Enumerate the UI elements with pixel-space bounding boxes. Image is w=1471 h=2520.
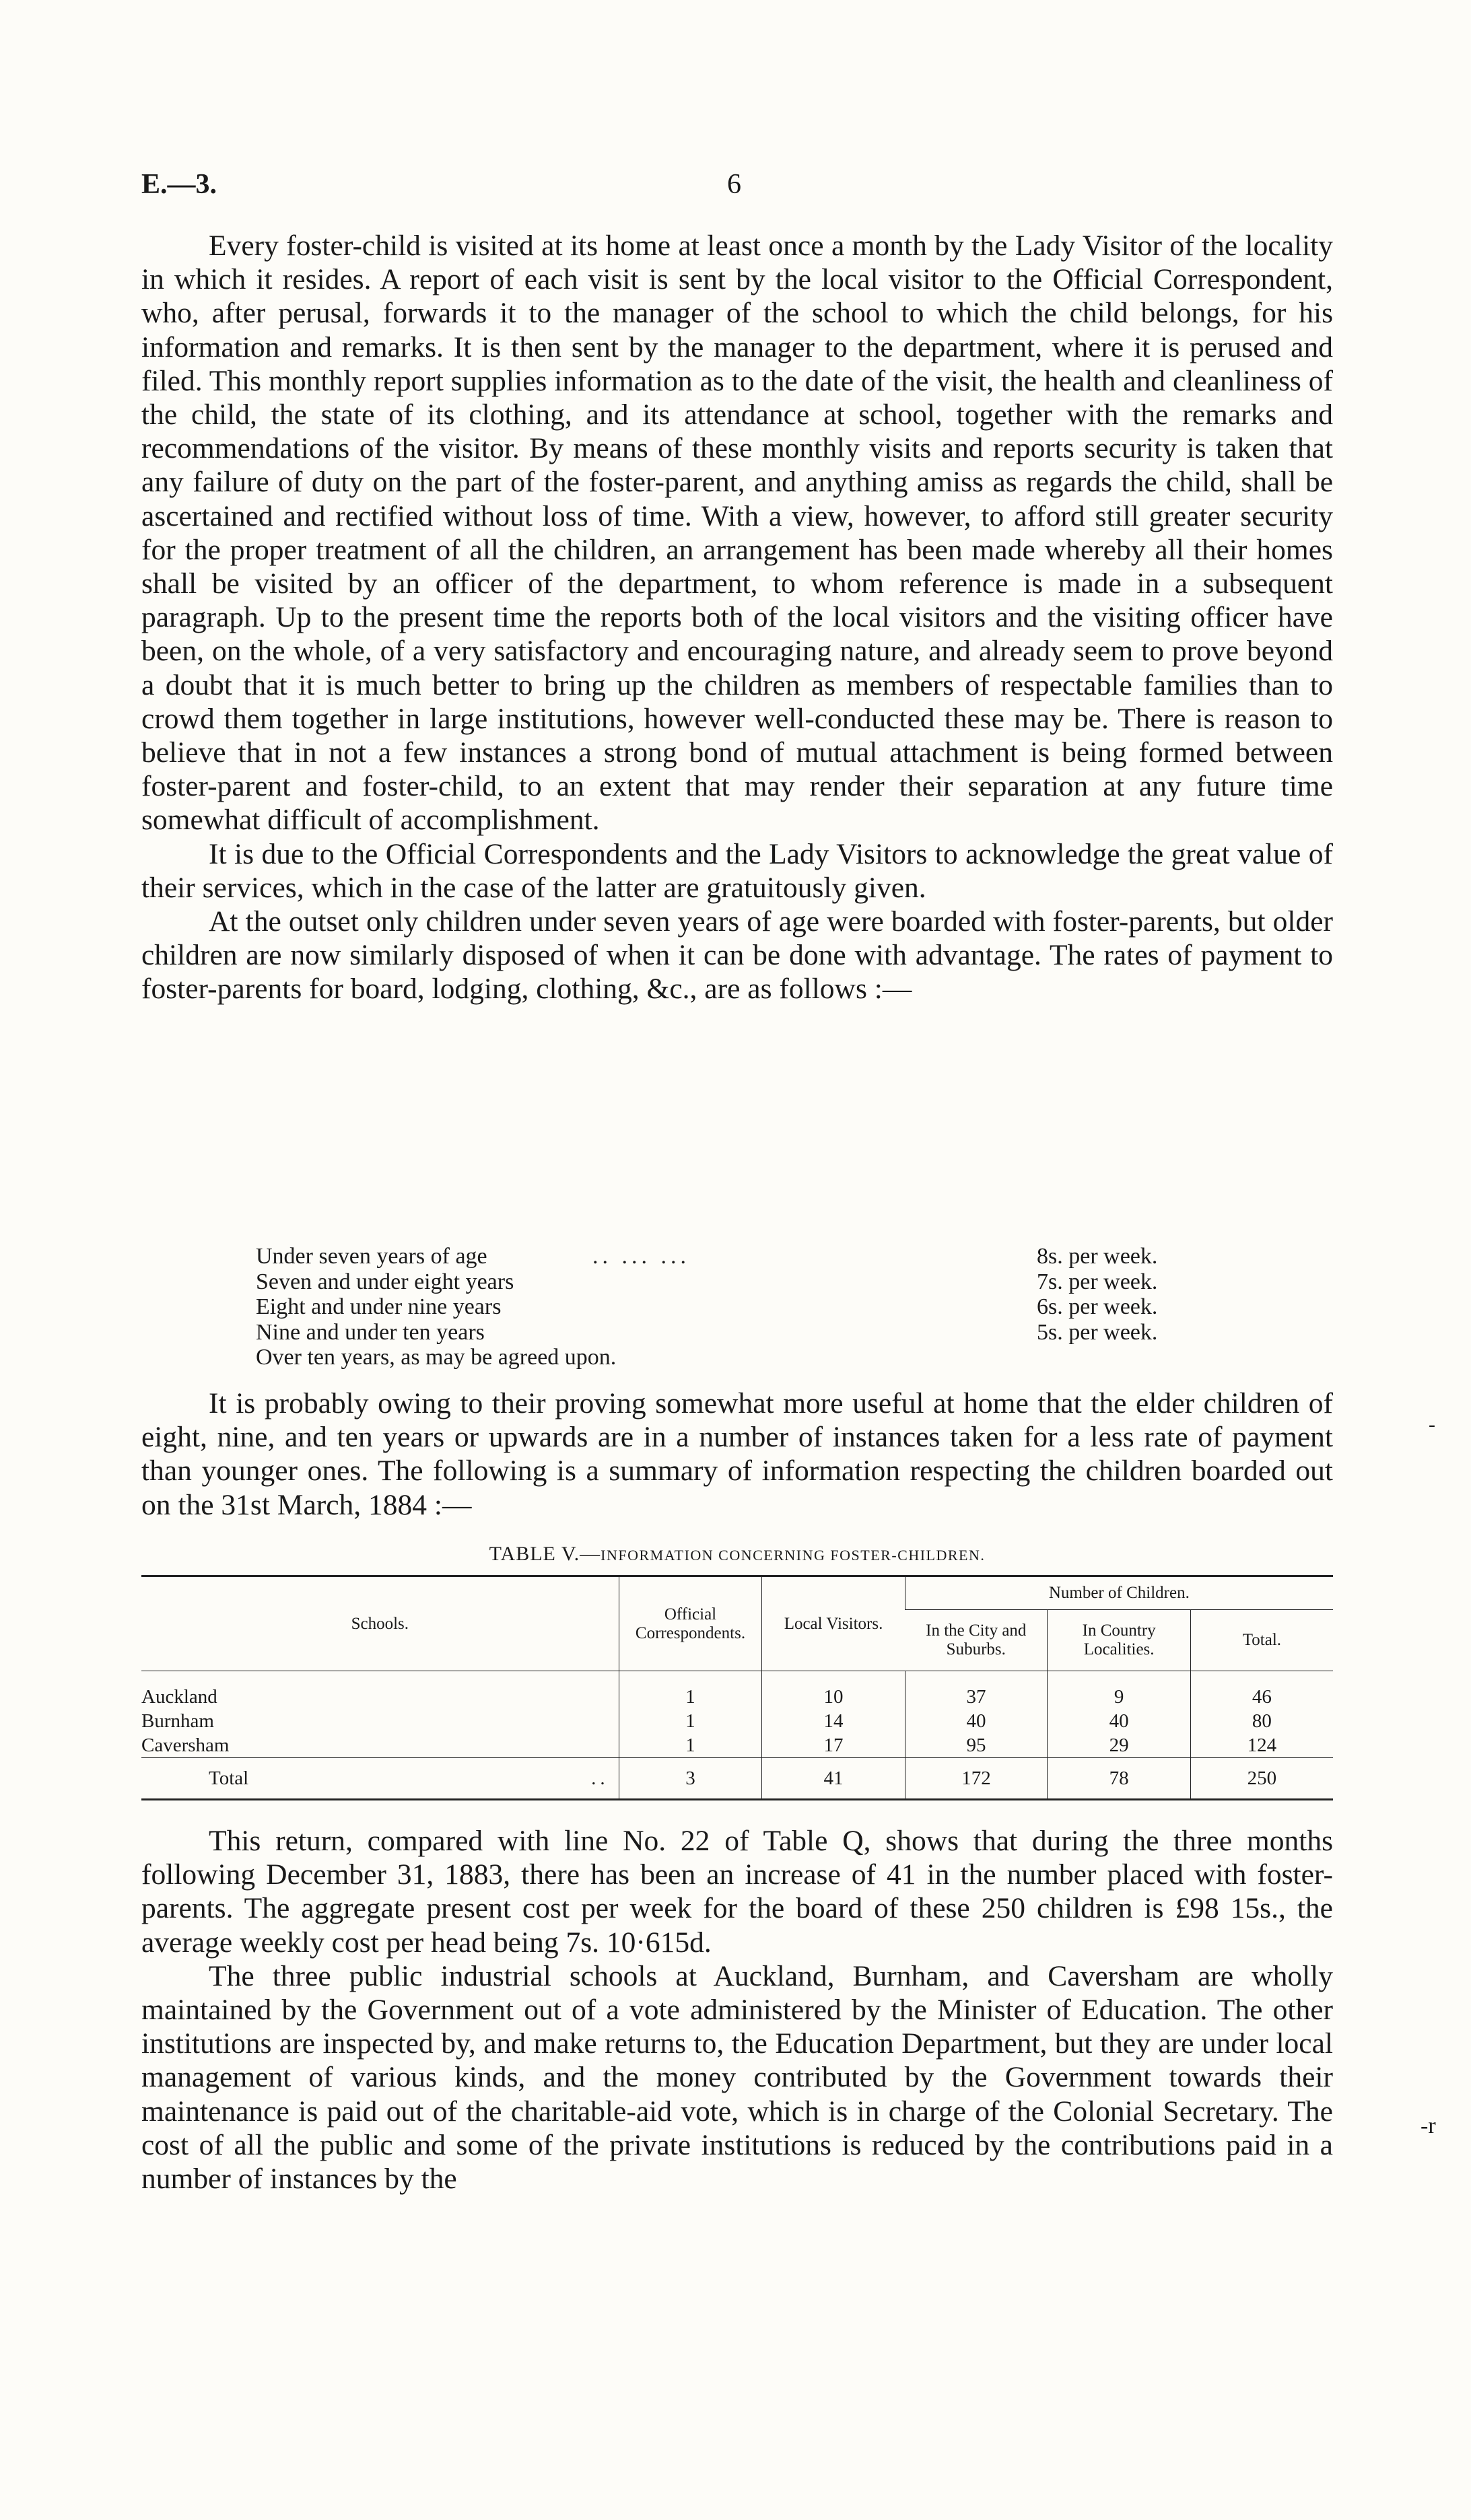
table-caption-title: INFORMATION CONCERNING FOSTER-CHILDREN. [601,1547,986,1564]
rate-row [256,1244,1225,1269]
rate-row [256,1269,1225,1295]
cell-local: 17 [762,1733,905,1758]
page-header [141,168,1333,209]
total-leader-dots: .. [591,1768,609,1789]
rate-amount: 8s. per week. [1037,1244,1158,1269]
cell-school: Auckland [141,1671,619,1710]
margin-mark: -r [1421,2113,1436,2138]
paragraph: This return, compared with line No. 22 of Table Q, shows that during the three months following December 31, 1883, there has been an increase of 41 in the number placed with foster-parents. The aggregate present cost per week for the board of these 250 children is £98 15s., the average weekly cost per head being 7s. 10·615d. [141,1825,1333,1959]
rate-amount: 7s. per week. [1037,1269,1158,1294]
margin-mark: - [1429,1413,1435,1436]
cell-city: 40 [905,1709,1048,1733]
header-city-suburbs: In the City and Suburbs. [905,1610,1048,1671]
cell-country: 40 [1048,1709,1190,1733]
cell-total: 46 [1190,1671,1333,1710]
cell-school: Caversham [141,1735,230,1756]
rate-amount: 5s. per week. [1037,1319,1158,1345]
header-local-visitors: Local Visitors. [762,1576,905,1671]
header-total: Total. [1190,1610,1333,1671]
cell-local: 41 [762,1758,905,1800]
cell-official: 1 [619,1733,762,1758]
table-total-row [141,1758,1333,1800]
paragraph: Every foster-child is visited at its home at least once a month by the Lady Visitor of the locality in which it resides. A report of each visit is sent by the local visitor to the Official Correspondent, who, after perusal, forwards it to the manager of the school to which the child belongs, for his information and remarks. It is then sent by the manager to the department, where it is perused and filed. This monthly report supplies information as to the date of the visit, the health and cleanliness of the child, the state of its clothing, and its attendance at school, together with the remarks and recommendations of the visitor. By means of these monthly visits and reports security is taken that any failure of duty on the part of the foster-parent, and anything amiss as regards the child, shall be ascertained and rectified without loss of time. With a view, however, to afford still greater security for the proper treatment of all the children, an arrangement has been made whereby all their homes shall be visited by an officer of the department, to whom reference is made in a subsequent paragraph. Up to the present time the reports both of the local visitors and the visiting officer have been, on the whole, of a very satisfactory and encouraging nature, and already seem to prove beyond a doubt that it is much better to bring up the children as members of respectable families than to crowd them together in large institutions, however well-conducted these may be. There is reason to believe that in not a few instances a strong bond of mutual attachment is being formed between foster-parent and foster-child, to an extent that may render their separation at any future time somewhat difficult of accomplishment. [141,230,1333,837]
body-text-bottom [141,1824,1333,2196]
paragraph: It is due to the Official Correspondents and the Lady Visitors to acknowledge the great value of their services, which in the case of the latter are gratuitously given. [141,837,1333,904]
rate-label: Over ten years, as may be agreed upon. [256,1345,617,1370]
payment-rates-list [256,1244,1225,1370]
table-row [141,1733,1333,1758]
cell-official: 3 [619,1758,762,1800]
rate-label: Eight and under nine years [256,1294,502,1319]
cell-country: 29 [1048,1733,1190,1758]
cell-total-label [141,1758,619,1800]
header-country-localities: In Country Localities. [1048,1610,1190,1671]
document-reference: E.—3. [141,169,217,200]
foster-children-table [141,1575,1333,1800]
header-number-of-children: Number of Children. [905,1576,1333,1610]
rate-label: Under seven years of age [256,1244,487,1269]
cell-total: 124 [1190,1733,1333,1758]
cell-city: 95 [905,1733,1048,1758]
rate-leader-dots: .. ... ... [592,1244,690,1269]
cell-school: Burnham [141,1710,214,1732]
cell-country: 78 [1048,1758,1190,1800]
cell-city: 37 [905,1671,1048,1710]
rate-row [256,1320,1225,1345]
table-row [141,1671,1333,1710]
page-number: 6 [727,169,741,200]
header-official-correspondents: Official Correspondents. [619,1576,762,1671]
rate-row [256,1345,1225,1370]
paragraph: The three public industrial schools at Auckland, Burnham, and Caversham are wholly maintained by the Government out of a vote administered by the Minister of Education. The other institutions are inspected by, and make returns to, the Education Department, but they are under local management of various kinds, and the money contributed by the Government towards their maintenance is paid out of the charitable-aid vote, which is in charge of the Colonial Secretary. The cost of all the public and some of the private institutions is reduced by the contributions paid in a number of instances by the [141,1959,1333,2196]
table-row [141,1709,1333,1733]
body-text-top [141,229,1333,1006]
table-caption-prefix: TABLE V.— [489,1543,601,1565]
cell-total: 250 [1190,1758,1333,1800]
rate-amount: 6s. per week. [1037,1294,1158,1319]
rate-row [256,1294,1225,1320]
cell-official: 1 [619,1671,762,1710]
cell-local: 10 [762,1671,905,1710]
header-schools: Schools. [141,1576,619,1671]
rate-label: Nine and under ten years [256,1319,485,1345]
paragraph: It is probably owing to their proving somewhat more useful at home that the elder children of eight, nine, and ten years or upwards are in a number of instances taken for a less rate of payment than younger ones. The following is a summary of information respecting the children boarded out on the 31st March, 1884 :— [141,1387,1333,1521]
cell-local: 14 [762,1709,905,1733]
cell-city: 172 [905,1758,1048,1800]
rate-label: Seven and under eight years [256,1269,514,1294]
table-caption [141,1543,1333,1566]
cell-total: 80 [1190,1709,1333,1733]
cell-official: 1 [619,1709,762,1733]
body-text-mid [141,1387,1333,1522]
cell-country: 9 [1048,1671,1190,1710]
total-label: Total [209,1768,249,1789]
paragraph: At the outset only children under seven years of age were boarded with foster-parents, but older children are now similarly disposed of when it can be done with advantage. The rates of payment to foster-parents for board, lodging, clothing, &c., are as follows :— [141,905,1333,1006]
